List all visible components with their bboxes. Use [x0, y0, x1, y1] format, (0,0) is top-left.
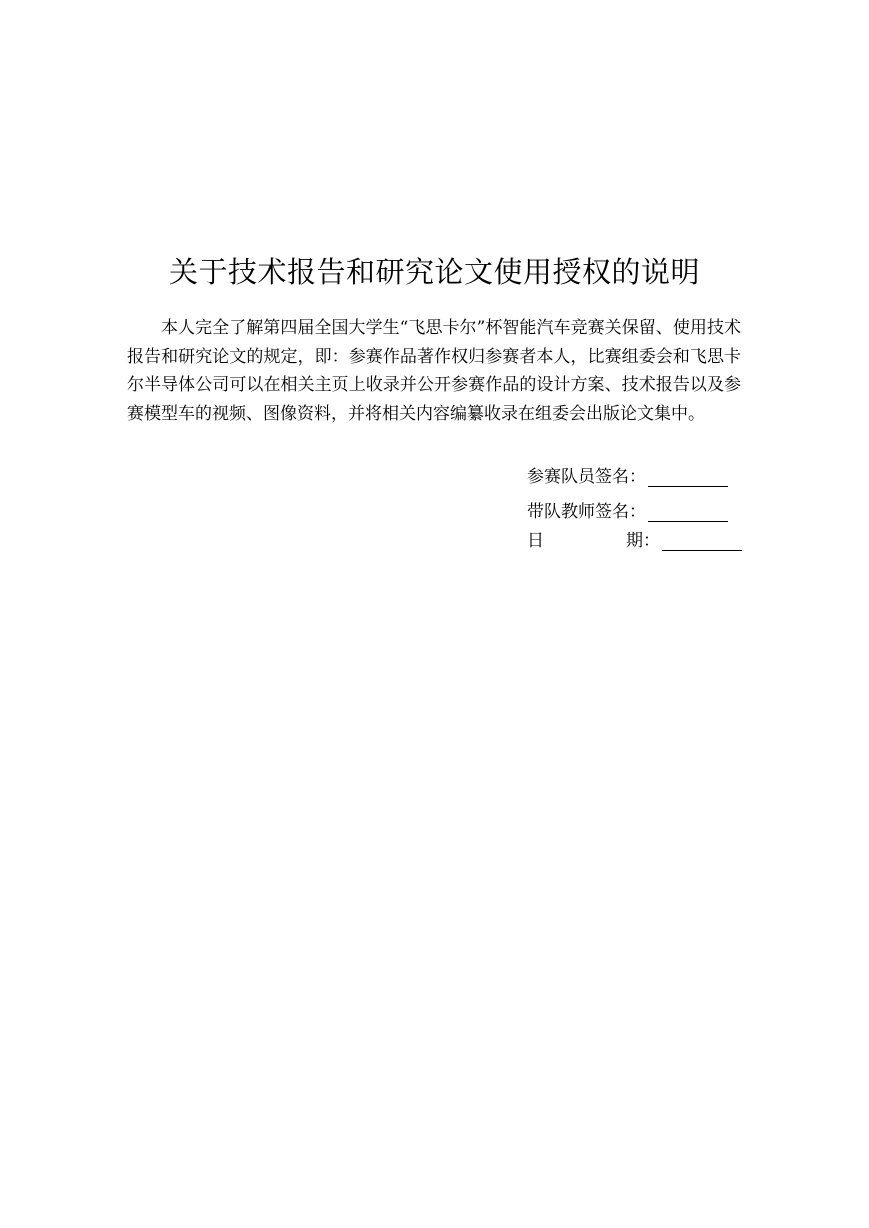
advisor-signature-line — [648, 503, 728, 522]
date-label — [527, 529, 660, 553]
document-title: 关于技术报告和研究论文使用授权的说明 — [168, 255, 700, 289]
date-label-right: 期： — [626, 531, 660, 551]
advisor-signature-label: 带队教师签名： — [527, 502, 646, 522]
authorization-paragraph: 本人完全了解第四届全国大学生“飞思卡尔”杯智能汽车竞赛关保留、使用技术报告和研究论文的规定，即：参赛作品著作权归参赛者本人，比赛组委会和飞思卡尔半导体公司可以在相关主页上收录并公开参赛作品的设计方案、技术报告以及参赛模型车的视频、图像资料，并将相关内容编纂收录在组委会出版论文集中。 — [127, 318, 741, 424]
member-signature-label: 参赛队员签名： — [527, 467, 646, 487]
date-signature-line — [662, 532, 742, 551]
date-signature-row — [527, 529, 742, 553]
member-signature-line — [648, 468, 728, 487]
member-signature-row — [527, 465, 728, 489]
advisor-signature-row — [527, 500, 728, 524]
date-label-left: 日 — [527, 531, 544, 551]
